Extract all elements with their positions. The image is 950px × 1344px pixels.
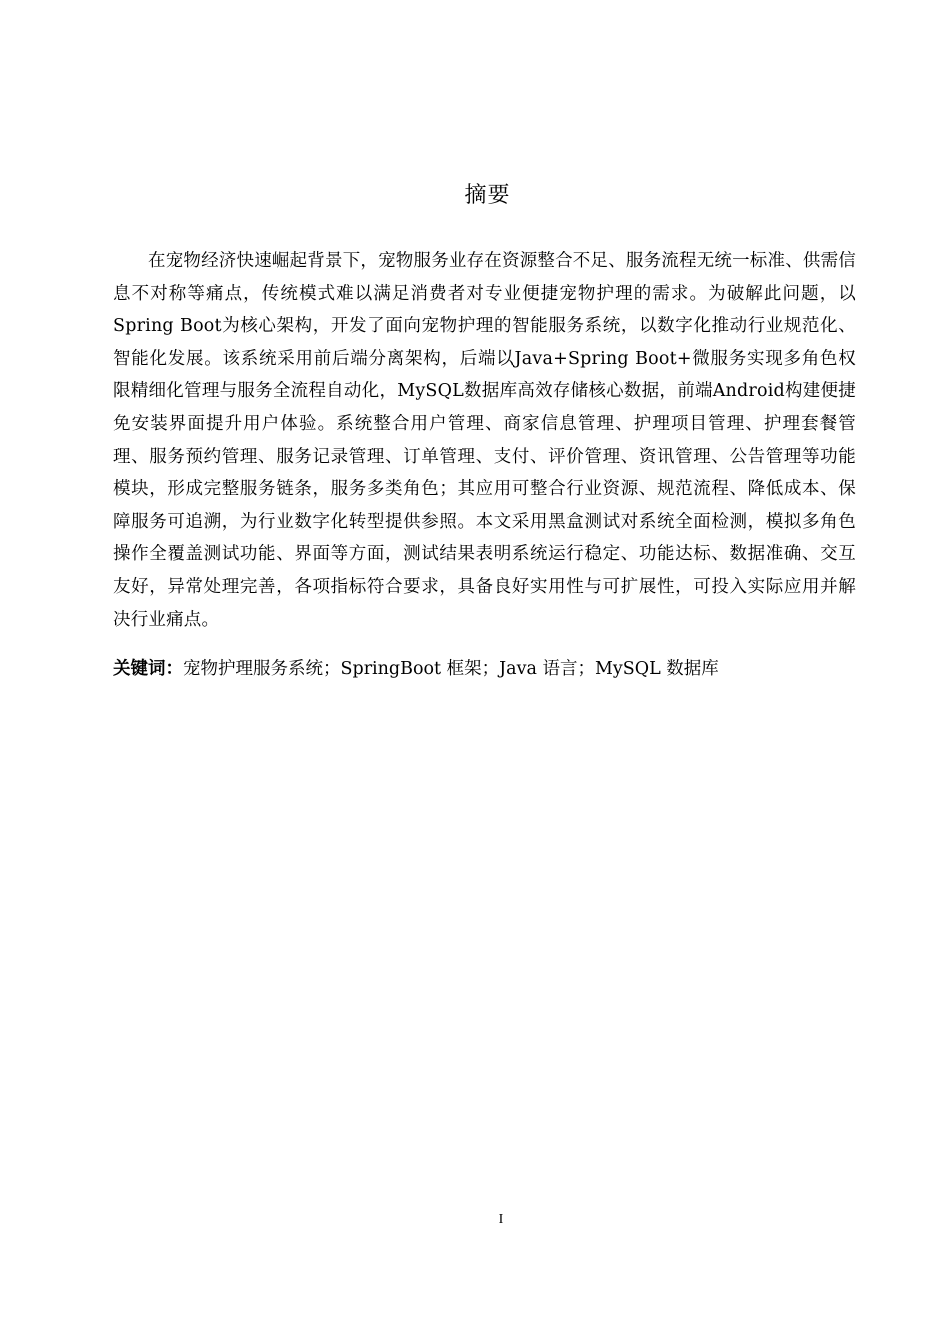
page-number: I: [498, 1212, 504, 1227]
abstract-title: 摘要: [464, 183, 511, 208]
keywords-line: [113, 655, 856, 683]
keywords-list: 宠物护理服务系统；SpringBoot 框架；Java 语言；MySQL 数据库: [183, 659, 719, 679]
keywords-label: 关键词：: [113, 659, 183, 679]
abstract-body: 在宠物经济快速崛起背景下，宠物服务业存在资源整合不足、服务流程无统一标准、供需信息不对称等痛点，传统模式难以满足消费者对专业便捷宠物护理的需求。为破解此问题，以Spring Boot为核心架构，开发了面向宠物护理的智能服务系统，以数字化推动行业规范化、智能化发展。该系统采用前后端分离架构，后端以Java+Spring Boot+微服务实现多角色权限精细化管理与服务全流程自动化，MySQL数据库高效存储核心数据，前端Android构建便捷免安装界面提升用户体验。系统整合用户管理、商家信息管理、护理项目管理、护理套餐管理、服务预约管理、服务记录管理、订单管理、支付、评价管理、资讯管理、公告管理等功能模块，形成完整服务链条，服务多类角色；其应用可整合行业资源、规范流程、降低成本、保障服务可追溯，为行业数字化转型提供参照。本文采用黑盒测试对系统全面检测，模拟多角色操作全覆盖测试功能、界面等方面，测试结果表明系统运行稳定、功能达标、数据准确、交互友好，异常处理完善，各项指标符合要求，具备良好实用性与可扩展性，可投入实际应用并解决行业痛点。: [113, 251, 856, 630]
